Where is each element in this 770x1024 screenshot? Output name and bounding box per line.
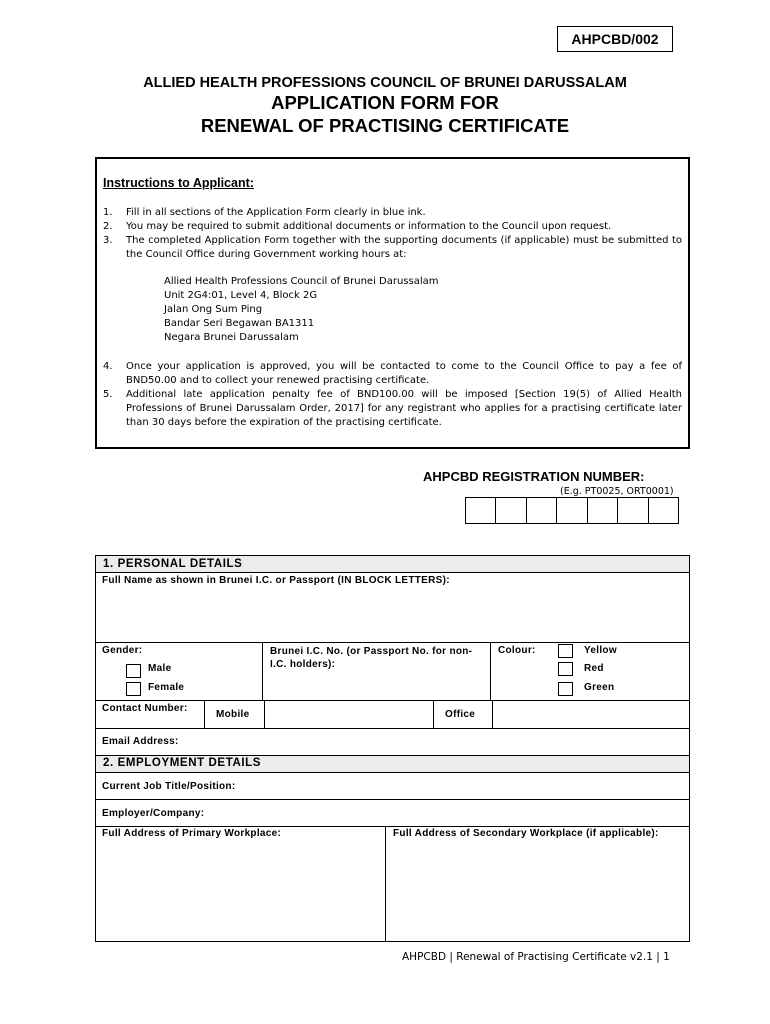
instructions-heading: Instructions to Applicant:	[103, 176, 254, 190]
gender-male-label: Male	[148, 663, 172, 674]
primary-workplace-label: Full Address of Primary Workplace:	[102, 828, 282, 839]
colour-red-label: Red	[584, 663, 604, 674]
instruction-text: Once your application is approved, you will be contacted to come to the Council Office to pay a fee of BND50.00 and to collect your renewed practising certificate.	[126, 361, 682, 386]
form-title-line1: APPLICATION FORM FOR	[271, 92, 499, 113]
instruction-text: You may be required to submit additional documents or information to the Council upon request.	[126, 221, 612, 232]
secondary-workplace-field[interactable]	[386, 842, 689, 941]
registration-digit-box[interactable]	[496, 498, 526, 523]
job-title-field[interactable]	[250, 773, 689, 799]
address-line: Negara Brunei Darussalam	[164, 332, 299, 343]
address-line: Jalan Ong Sum Ping	[164, 304, 263, 315]
email-label: Email Address:	[102, 736, 179, 747]
instruction-number: 5.	[103, 389, 113, 400]
table-rule	[95, 572, 690, 573]
table-rule	[262, 642, 263, 701]
registration-number-example: (E.g. PT0025, ORT0001)	[560, 486, 674, 497]
instruction-text: Fill in all sections of the Application Form clearly in blue ink.	[126, 207, 426, 218]
registration-digit-box[interactable]	[588, 498, 618, 523]
council-name: ALLIED HEALTH PROFESSIONS COUNCIL OF BRUNEI DARUSSALAM	[143, 75, 627, 91]
address-line: Bandar Seri Begawan BA1311	[164, 318, 315, 329]
gender-male-checkbox[interactable]	[126, 664, 141, 678]
ic-number-field[interactable]	[270, 672, 485, 698]
instruction-number: 2.	[103, 221, 113, 232]
personal-details-heading: 1. PERSONAL DETAILS	[96, 556, 689, 572]
table-border	[95, 941, 690, 942]
employment-details-heading: 2. EMPLOYMENT DETAILS	[96, 755, 689, 772]
gender-female-label: Female	[148, 682, 185, 693]
registration-digit-box[interactable]	[527, 498, 557, 523]
gender-female-checkbox[interactable]	[126, 682, 141, 696]
registration-digit-box[interactable]	[618, 498, 648, 523]
instruction-number: 4.	[103, 361, 113, 372]
instruction-number: 1.	[103, 207, 113, 218]
table-rule	[490, 642, 491, 701]
registration-number-title: AHPCBD REGISTRATION NUMBER:	[423, 469, 645, 484]
page-footer: AHPCBD | Renewal of Practising Certificate v2.1 | 1	[402, 951, 670, 963]
mobile-field[interactable]	[265, 701, 433, 728]
colour-yellow-checkbox[interactable]	[558, 644, 573, 658]
full-name-label: Full Name as shown in Brunei I.C. or Passport (IN BLOCK LETTERS):	[102, 575, 450, 586]
employer-field[interactable]	[220, 800, 689, 826]
address-line: Unit 2G4:01, Level 4, Block 2G	[164, 290, 318, 301]
table-rule	[433, 700, 434, 729]
colour-label: Colour:	[498, 645, 536, 656]
gender-label: Gender:	[102, 645, 143, 656]
instruction-number: 3.	[103, 235, 113, 246]
registration-number-boxes	[465, 497, 679, 524]
table-rule	[95, 755, 690, 756]
form-title-line2: RENEWAL OF PRACTISING CERTIFICATE	[200, 115, 570, 136]
employer-label: Employer/Company:	[102, 808, 205, 819]
registration-digit-box[interactable]	[466, 498, 496, 523]
colour-red-checkbox[interactable]	[558, 662, 573, 676]
contact-number-label: Contact Number:	[102, 703, 188, 714]
colour-green-label: Green	[584, 682, 615, 693]
secondary-workplace-label: Full Address of Secondary Workplace (if applicable):	[393, 828, 659, 839]
colour-yellow-label: Yellow	[584, 645, 617, 656]
email-field[interactable]	[190, 729, 689, 755]
mobile-label: Mobile	[216, 709, 250, 720]
job-title-label: Current Job Title/Position:	[102, 781, 236, 792]
table-rule	[204, 700, 205, 729]
colour-green-checkbox[interactable]	[558, 682, 573, 696]
instruction-text: The completed Application Form together with the supporting documents (if applicable) must be submitted to the Council Office during Government working hours at:	[126, 235, 682, 260]
full-name-field[interactable]	[96, 588, 689, 641]
registration-digit-box[interactable]	[649, 498, 678, 523]
table-border	[689, 555, 690, 942]
table-rule	[95, 642, 690, 643]
primary-workplace-field[interactable]	[96, 842, 385, 941]
office-field[interactable]	[493, 701, 689, 728]
form-code: AHPCBD/002	[557, 26, 673, 52]
address-line: Allied Health Professions Council of Brunei Darussalam	[164, 276, 439, 287]
table-rule	[95, 826, 690, 827]
office-label: Office	[445, 709, 476, 720]
table-border	[95, 555, 690, 556]
instruction-text: Additional late application penalty fee of BND100.00 will be imposed [Section 19(5) of Allied Health Professions of Brunei Darussalam Order, 2017] for any registrant who applies for a practising certificate later than 30 days before the expiration of the practising certificate.	[126, 389, 682, 428]
registration-digit-box[interactable]	[557, 498, 587, 523]
ic-number-label: Brunei I.C. No. (or Passport No. for non-I.C. holders):	[270, 646, 473, 670]
